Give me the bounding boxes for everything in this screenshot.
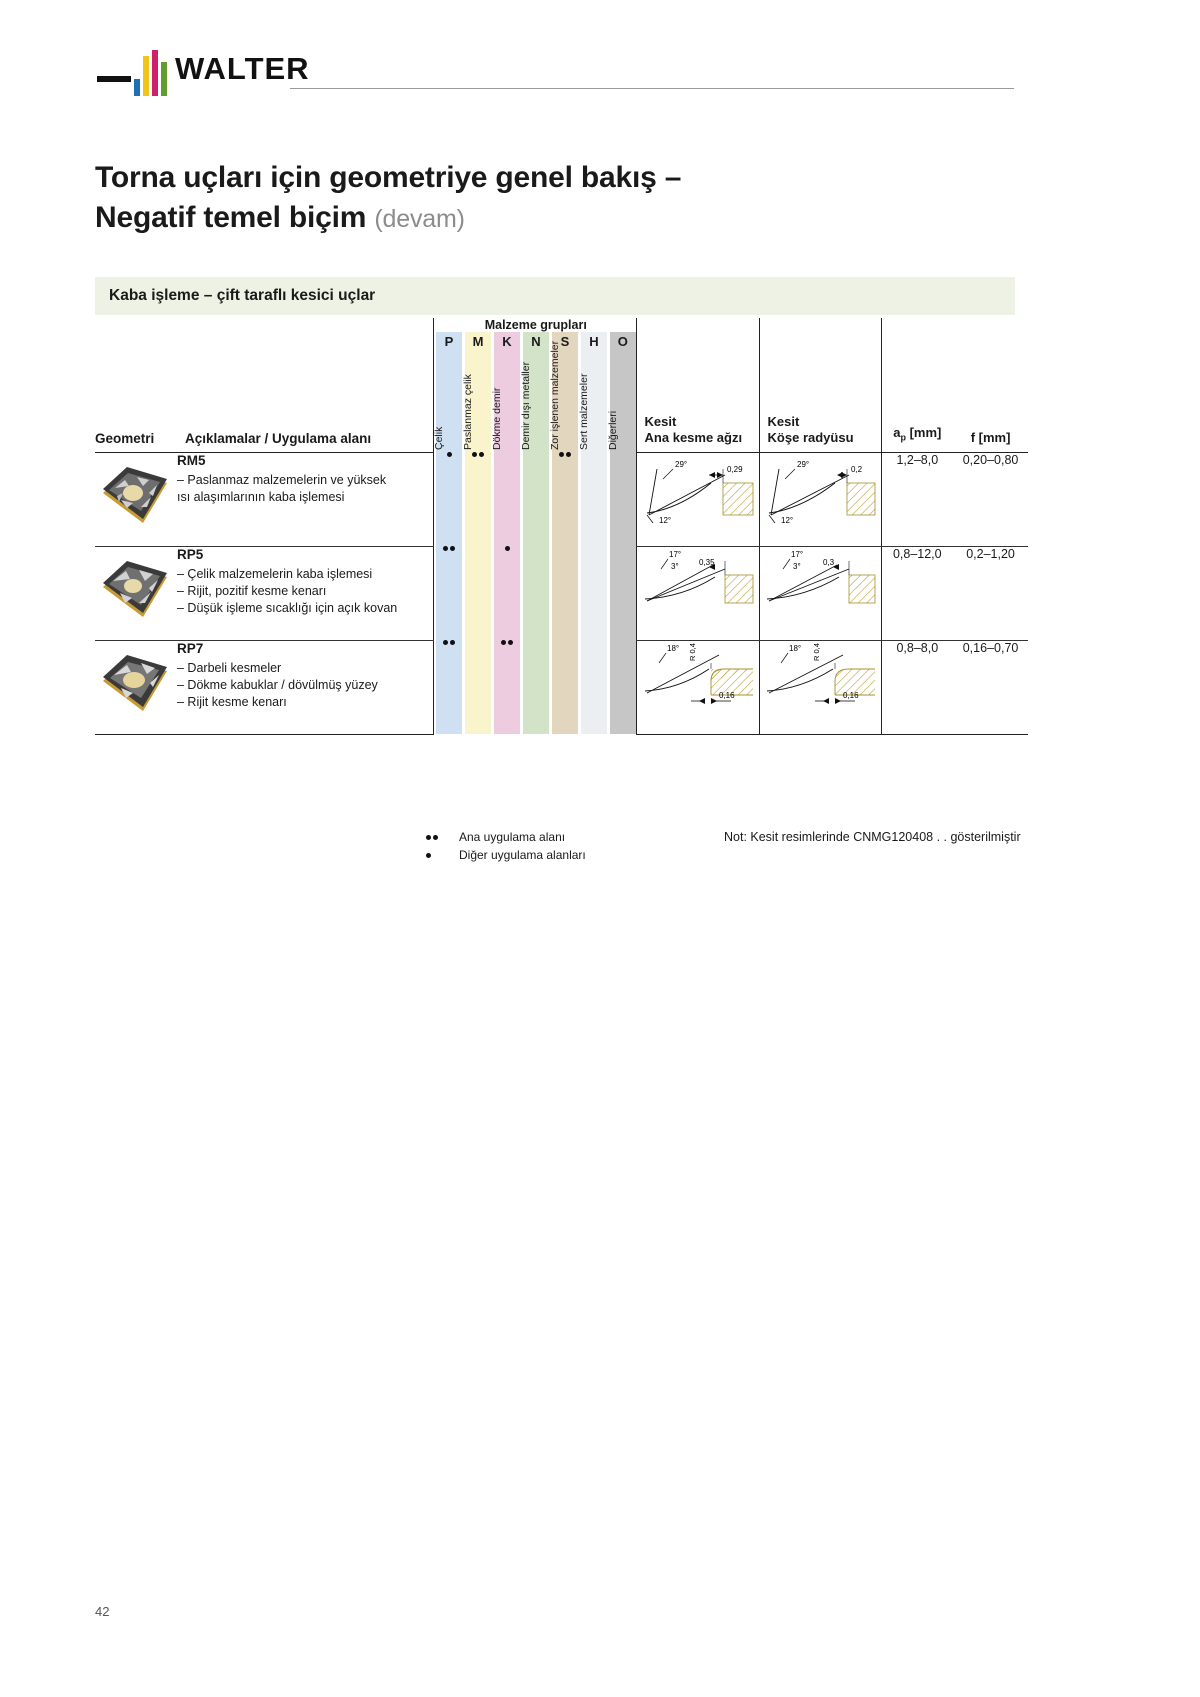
svg-text:R 0,4: R 0,4 bbox=[687, 642, 697, 661]
value-ap: 0,8–8,0 bbox=[881, 640, 953, 734]
svg-text:18°: 18° bbox=[789, 643, 802, 653]
mark-P bbox=[436, 640, 462, 734]
legend-secondary-label: Diğer uygulama alanları bbox=[459, 848, 586, 862]
cross-section-corner-cell bbox=[759, 452, 881, 546]
mark-H bbox=[581, 546, 607, 640]
material-label-S: Zor işlenen malzemeler bbox=[549, 340, 561, 450]
material-letter-H: H bbox=[581, 332, 607, 352]
mark-S bbox=[552, 452, 578, 546]
material-label-M: Paslanmaz çelik bbox=[462, 374, 474, 450]
material-letter-P: P bbox=[436, 332, 462, 352]
geometry-name: RM5 bbox=[177, 452, 206, 468]
legend bbox=[425, 828, 586, 864]
insert-image-rp7 bbox=[97, 651, 173, 719]
svg-text:0,16: 0,16 bbox=[843, 690, 859, 700]
material-label-K: Dökme demir bbox=[491, 387, 503, 450]
value-f: 0,2–1,20 bbox=[953, 546, 1028, 640]
material-label-N: Demir dışı metaller bbox=[520, 361, 532, 450]
cross-section-corner-drawing bbox=[761, 641, 879, 707]
material-letter-M: M bbox=[465, 332, 491, 352]
svg-text:12°: 12° bbox=[781, 515, 794, 525]
col-header-kesit1-line1: Kesit bbox=[644, 413, 677, 429]
col-header-kesit2-line1: Kesit bbox=[767, 413, 800, 429]
cross-section-corner-drawing bbox=[761, 453, 879, 525]
cross-section-corner-cell bbox=[759, 640, 881, 734]
col-header-f: f [mm] bbox=[970, 429, 1011, 445]
section-banner-label: Kaba işleme – çift taraflı kesici uçlar bbox=[109, 287, 376, 304]
svg-text:0,35: 0,35 bbox=[698, 557, 715, 567]
material-letter-K: K bbox=[494, 332, 520, 352]
col-header-geometry: Geometri bbox=[95, 430, 155, 446]
logo-bar-blue bbox=[134, 79, 140, 96]
mark-O bbox=[610, 452, 636, 546]
geometry-bullet: – Paslanmaz malzemelerin ve yüksek bbox=[177, 472, 387, 487]
logo-bar-yellow bbox=[143, 56, 149, 96]
mark-O bbox=[610, 546, 636, 640]
mark-K bbox=[494, 452, 520, 546]
page-title-line1: Torna uçları için geometriye genel bakış – bbox=[95, 161, 682, 194]
cross-section-main-cell bbox=[636, 452, 759, 546]
table-row[interactable] bbox=[95, 452, 1028, 546]
geometry-bullet: – Rijit, pozitif kesme kenarı bbox=[177, 583, 327, 598]
geometry-bullet: – Rijit kesme kenarı bbox=[177, 694, 287, 709]
table-head-group-title-row bbox=[95, 318, 1028, 332]
material-label-H: Sert malzemeler bbox=[578, 373, 590, 450]
page-title-suffix: (devam) bbox=[374, 205, 465, 233]
logo-wordmark: WALTER bbox=[175, 51, 310, 86]
mark-H bbox=[581, 452, 607, 546]
material-letter-N: N bbox=[523, 332, 549, 352]
cross-section-corner-cell bbox=[759, 546, 881, 640]
col-header-description: Açıklamalar / Uygulama alanı bbox=[185, 430, 372, 446]
legend-row-secondary bbox=[425, 846, 586, 864]
svg-text:17°: 17° bbox=[791, 549, 804, 559]
svg-text:17°: 17° bbox=[668, 549, 681, 559]
insert-image-rp5 bbox=[97, 557, 173, 625]
svg-text:0,3: 0,3 bbox=[823, 557, 835, 567]
col-header-kesit2-line2: Köşe radyüsu bbox=[767, 429, 854, 445]
dim-main: 0,29 bbox=[726, 464, 743, 474]
svg-text:12°: 12° bbox=[658, 515, 671, 525]
material-groups-title: Malzeme grupları bbox=[484, 318, 587, 332]
value-ap: 1,2–8,0 bbox=[881, 452, 953, 546]
mark-H bbox=[581, 640, 607, 734]
table-row[interactable] bbox=[95, 640, 1028, 734]
geometry-bullet: – Düşük işleme sıcaklığı için açık kovan bbox=[177, 600, 398, 615]
table-note: Not: Kesit resimlerinde CNMG120408 . . gösterilmiştir bbox=[724, 830, 1021, 844]
page-title-main: Negatif temel biçim bbox=[95, 201, 367, 234]
cross-section-main-drawing bbox=[639, 453, 757, 525]
section-banner bbox=[95, 277, 1015, 315]
material-letter-S: S bbox=[552, 332, 578, 352]
material-label-O: Diğerleri bbox=[606, 410, 619, 450]
mark-N bbox=[523, 640, 549, 734]
cross-section-main-drawing bbox=[639, 547, 757, 609]
svg-text:3°: 3° bbox=[793, 561, 801, 571]
cross-section-corner-drawing bbox=[761, 547, 879, 609]
value-ap: 0,8–12,0 bbox=[881, 546, 953, 640]
geometry-table-wrap bbox=[95, 318, 1019, 735]
legend-single-dot-icon bbox=[425, 853, 459, 858]
mark-O bbox=[610, 640, 636, 734]
table-head-labels-row bbox=[95, 352, 1028, 452]
material-label-P: Çelik bbox=[433, 426, 445, 450]
page-title-line2 bbox=[95, 198, 995, 239]
page-title bbox=[95, 158, 995, 239]
mark-S bbox=[552, 546, 578, 640]
geometry-bullet: ısı alaşımlarının kaba işlemesi bbox=[177, 489, 345, 504]
mark-P bbox=[436, 452, 462, 546]
material-letters-row bbox=[95, 332, 1028, 352]
insert-image-rm5 bbox=[97, 463, 173, 531]
value-f: 0,16–0,70 bbox=[953, 640, 1028, 734]
geometry-bullet: – Darbeli kesmeler bbox=[177, 660, 282, 675]
legend-double-dot-icon bbox=[425, 835, 459, 840]
logo-bar-green bbox=[161, 62, 167, 96]
page-number: 42 bbox=[95, 1604, 110, 1619]
mark-K bbox=[494, 640, 520, 734]
geometry-name: RP7 bbox=[177, 640, 204, 656]
col-header-kesit1-line2: Ana kesme ağzı bbox=[644, 429, 743, 445]
mark-M bbox=[465, 452, 491, 546]
legend-primary-label: Ana uygulama alanı bbox=[459, 830, 566, 844]
angle-main: 29° bbox=[674, 459, 687, 469]
mark-N bbox=[523, 452, 549, 546]
col-header-ap: $a_p$ [mm] bbox=[893, 424, 942, 443]
mark-N bbox=[523, 546, 549, 640]
table-row[interactable] bbox=[95, 546, 1028, 640]
geometry-bullet: – Dökme kabuklar / dövülmüş yüzey bbox=[177, 677, 378, 692]
geometry-name: RP5 bbox=[177, 546, 204, 562]
geometry-bullet: – Çelik malzemelerin kaba işlemesi bbox=[177, 566, 373, 581]
legend-row-primary bbox=[425, 828, 586, 846]
mark-S bbox=[552, 640, 578, 734]
svg-text:18°: 18° bbox=[666, 643, 679, 653]
value-f: 0,20–0,80 bbox=[953, 452, 1028, 546]
mark-M bbox=[465, 640, 491, 734]
cross-section-main-cell bbox=[636, 640, 759, 734]
svg-text:R 0,4: R 0,4 bbox=[812, 642, 822, 661]
svg-text:0,16: 0,16 bbox=[718, 690, 735, 700]
cross-section-main-drawing bbox=[639, 641, 757, 707]
svg-text:3°: 3° bbox=[670, 561, 679, 571]
walter-logo bbox=[97, 50, 310, 96]
mark-P bbox=[436, 546, 462, 640]
geometry-table bbox=[95, 318, 1028, 735]
mark-M bbox=[465, 546, 491, 640]
logo-dash bbox=[97, 76, 131, 82]
header-divider bbox=[290, 88, 1014, 89]
logo-color-bars bbox=[134, 50, 170, 96]
svg-text:0,2: 0,2 bbox=[851, 464, 863, 474]
mark-K bbox=[494, 546, 520, 640]
logo-bar-magenta bbox=[152, 50, 158, 96]
cross-section-main-cell bbox=[636, 546, 759, 640]
svg-text:29°: 29° bbox=[797, 459, 810, 469]
material-letter-O: O bbox=[610, 332, 636, 352]
page-header bbox=[0, 0, 1200, 130]
